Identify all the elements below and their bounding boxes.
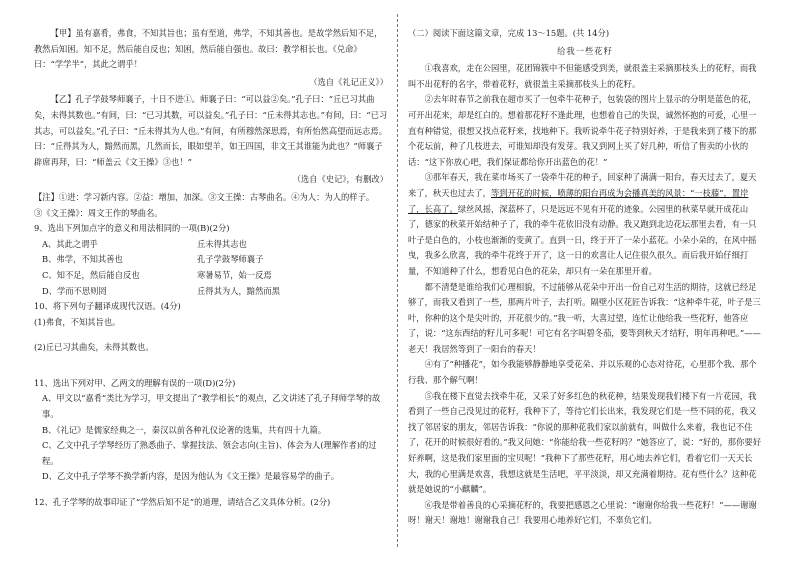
- question-10-1: (1)弗食，不知其旨也。: [34, 316, 121, 327]
- q11-option: D、乙文中孔子学琴不换学新内容，是因为他认为《文王操》是最容易学的曲子。: [42, 471, 340, 482]
- section-header: （二）阅读下面这篇文章，完成 13～15题。(共 14分): [408, 28, 610, 38]
- source-jia: （选自《礼记正义》）: [309, 76, 388, 87]
- paragraph-5: ④有了“种播花”，如今我能够静静地享受花朵、并以乐观的心态对待花，心里那个我、那个行我、那个解气啊！: [408, 359, 757, 386]
- q9-option: C、知不足，然后能自反也 寒暑易节，始一反焉: [42, 269, 272, 280]
- q11-option: A、甲文以“嘉肴”类比为学习，甲文提出了“教学相长”的观点，乙文讲述了孔子拜师学琴的故事。: [42, 393, 381, 420]
- q11-option: B、《礼记》是儒家经典之一，秦汉以前各种礼仪论著的选集，共有四十九篇。: [42, 424, 327, 435]
- annotation: 【注】①进：学习新内容。②益：增加，加深。③文王操：古琴曲名。④为人：为人的样子。: [34, 191, 375, 202]
- passage-yi: 【乙】孔子学鼓琴师襄子，十日不进①。师襄子曰：“可以益②矣。”孔子曰：“丘已习其曲矣，未得其数也。”有间，曰：“已习其数，可以益矣。”孔子曰：“丘未得其志也。”有间，曰：“已习其志，可以益矣。”孔子曰：“丘未得其为人也。”有间，有所穆然深思焉，有所怡然高望而远志焉。曰：“丘得其为人，黯然而黑，几然而长，眼如望羊，如王四国，非文王其谁能为此也？”师襄子辟席再拜，曰：“师盖云《文王操》③也！”: [34, 94, 388, 167]
- q9-option: D、学而不思则罔 丘得其为人，黯然而黑: [42, 285, 280, 296]
- source-yi: （选自《史记》，有删改）: [292, 174, 388, 185]
- article-title: 给我一些花籽: [557, 45, 613, 56]
- question-10-2: (2)丘已习其曲矣，未得其数也。: [34, 342, 154, 353]
- left-column: [34, 26, 388, 551]
- q9-option: B、弗学，不知其善也 孔子学鼓琴师襄子: [42, 254, 264, 265]
- column-divider: [397, 14, 398, 547]
- passage-jia: 【甲】虽有嘉肴，弗食，不知其旨也；虽有至道，弗学，不知其善也。是故学然后知不足，教然后知困。知不足，然后能自反也；知困，然后能自强也。故曰：教学相长也。《兑命》曰：“学学半”，其此之谓乎！: [34, 28, 383, 70]
- annotation-2: ③《文王操》：周文王作的琴曲名。: [34, 207, 163, 218]
- paragraph-2: ②去年时春节之前我在超市买了一包牵牛花种子，包装袋的图片上显示的分明是蓝色的花，可开出花来，却是红白的。想着那花籽不逢此理，也想着自己的失误，诚然怀抱的可爱，心里一直有种错觉，很想又找点花籽来，找地种下。我听说牵牛花子特别好养，于是我来到了楼下的那个花坛前，种了几枝进去，可谁知却没有发芽。我又到网上买了好几种，听信了售卖的小伙的话：“这下你放心吧，我们保证都给你开出蓝色的花！”: [408, 94, 757, 167]
- question-11: 11、选出下列对甲、乙两文的理解有误的一项(D)(2分): [34, 377, 236, 388]
- q9-option: A、其此之谓乎 丘未得其志也: [42, 238, 247, 249]
- paragraph-6: ⑤我在楼下直觉去找牵牛花，又采了好多红色的秋花种，结果发现我们楼下有一片花园，我看到了一些自己没见过的花籽，我种下了，等待它们长出来，我发现它们是一些不同的花，我又找了邻居家的朋友，邻居告诉我：“你说的那种花我们家以前就有，叫做什么来着，我也记不住了，花开的时候很好看的。”我又问她：“你能给我一些花籽吗？”她答应了，说：“好的，那你要好好养啊，这是我们家里面的宝贝呢！”我种下了那些花籽，用心地去养它们，看着它们一天天长大，我的心里满是欢喜，我想这就是生活吧，平平淡淡，却又充满着期待。花有些什么？这种花就是她说的“小麒麟”。: [408, 390, 761, 495]
- question-12: 12、孔子学琴的故事印证了“学然后知不足”的道理，请结合乙文具体分析。(2分): [34, 497, 331, 508]
- q11-option: C、乙文中孔子学琴经历了熟悉曲子、掌握技法、领会志向(主旨)、体会为人(理解作者)的过程。: [42, 440, 377, 466]
- right-column: [408, 26, 762, 551]
- underlined-sentence: 等到开花的时候，喷薄的阳台再成为会播真美的风景：“一枝藤”，置岸了，长高了。: [408, 187, 749, 214]
- paragraph-7: ⑥我是带着善良的心采摘花籽的，我要把感恩之心里说：“谢谢你给我一些花籽！”——谢谢呀！谢天！谢地！谢谢我自己！我要用心地养好它们，不辜负它们。: [408, 499, 757, 526]
- question-9: 9、选出下列加点字的意义和用法相同的一项(B)(2分): [34, 223, 230, 234]
- paragraph-4: 都不清楚是谁给我们心理相貌，不过能够从花朵中开出一份自己对生活的期待，这就已经足够了，而我又看到了一些，那两片叶子，去打听。隔壁小区花匠告诉我：“这种牵牛花，叶子是三叶，你种的这个是尖叶的，开花很少的。”我一听，大喜过望，连忙让他给我一些花籽，他答应了，说：“这东西结的籽儿可多呢！可它有名字叫碧冬茄，要等到秋天才结籽，明年再种吧。”——老天！我居然等到了一阳台的春天！: [408, 281, 761, 354]
- paragraph-3: ③那年春天，我在菜市场买了一袋牵牛花的种子，回家种了满满一阳台，春天过去了，夏天来了，秋天也过去了，等到开花的时候，喷薄的阳台再成为会播真美的风景：“一枝藤”，置岸了，长高了。绿丝风摇，深蓝杯了，只是远远不见有开花的迹象。公园里的秋菜早就开成花山了，德家的秋菜开始结种子了，我的牵牛花依旧没有动静。我又跑到北边花坛那里去看，有一只叶子是白色的，小枝也渐渐的变黄了。直到一日，终于开了一朵小蓝花。小朵小朵的，在风中摇曳，我多么欣喜，我的牵牛花终于开了，这一日的欢喜让人记住很久很久。而后我开始仔细打量，不知道种了什么，想看见白色的花朵，却只有一朵在那里开着。: [408, 172, 757, 276]
- paragraph-1: ①我喜欢，走在公园里，花团锦簇中不但能感受到美，就很盖主采摘那枝头上的花籽，而我叫不出花籽的名字，带着花籽，就很盖主采摘那枝头上的花籽。: [408, 63, 757, 89]
- question-10: 10、将下列句子翻译成现代汉语。(4分): [34, 301, 181, 312]
